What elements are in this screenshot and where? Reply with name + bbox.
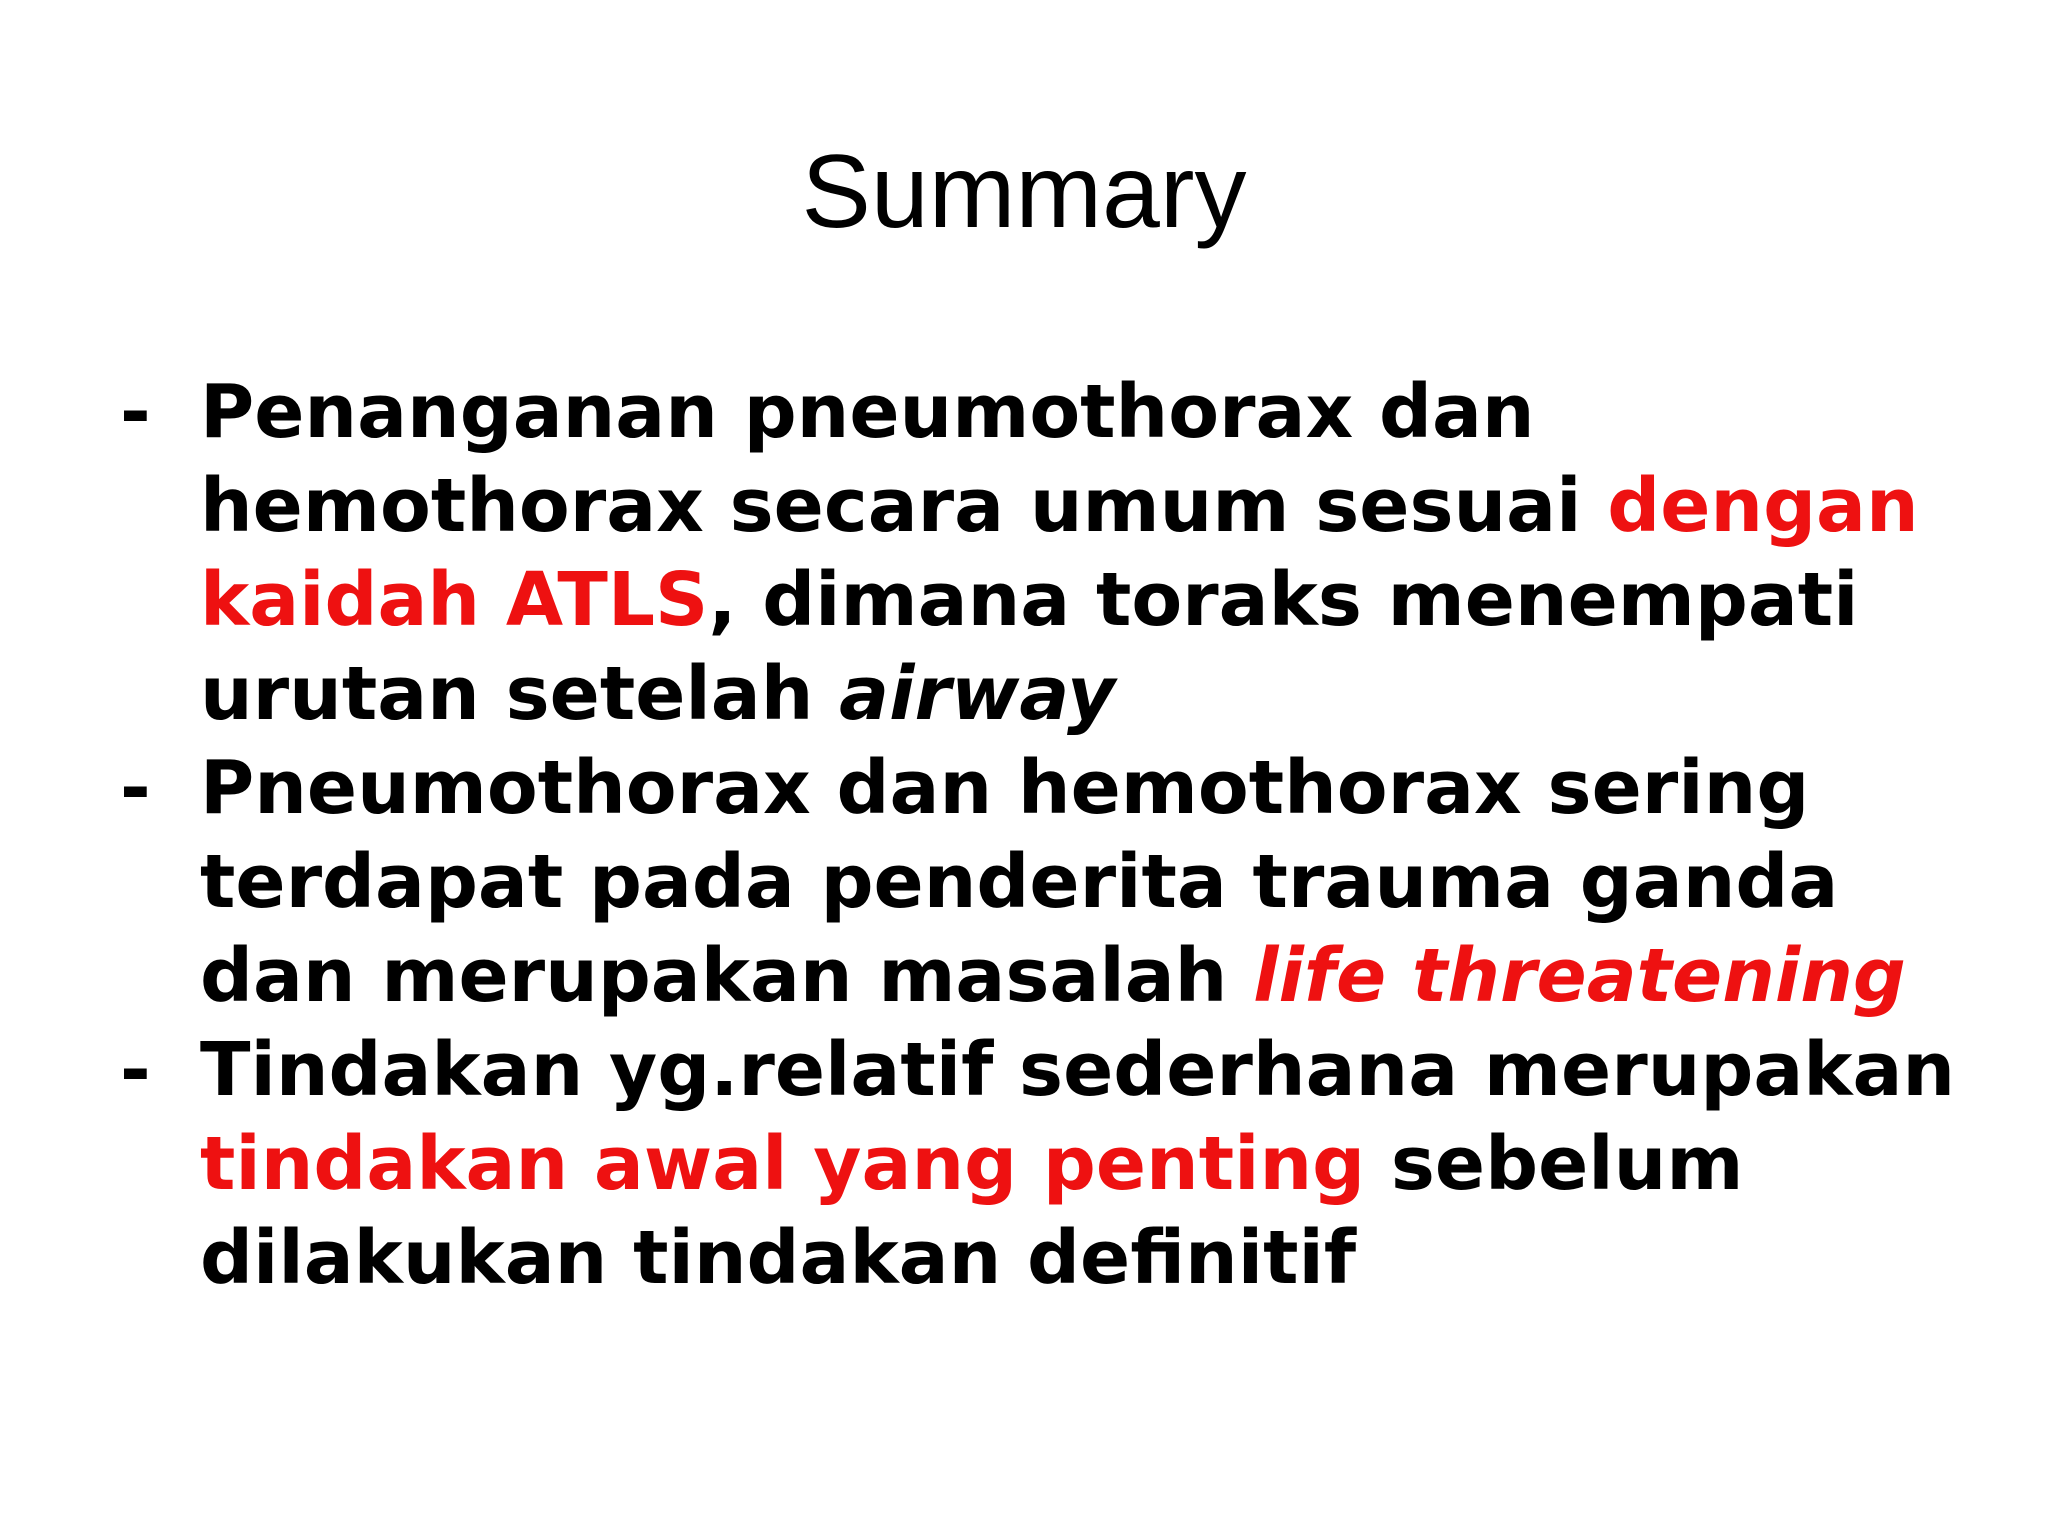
bullet-3-highlight: tindakan awal yang penting <box>200 1121 1366 1207</box>
slide-title: Summary <box>801 134 1247 250</box>
bullet-3-text-a: Tindakan yg.relatif sederhana merupakan <box>200 1027 1956 1113</box>
bullet-3-text-b: sebelum dilakukan tindakan definitif <box>200 1121 1744 1301</box>
bullet-marker: - <box>120 369 151 455</box>
bullet-marker: - <box>120 745 151 831</box>
bullet-marker: - <box>120 1027 151 1113</box>
bullet-item-3 <box>120 1023 2000 1305</box>
bullet-2-text-a: Pneumothorax dan hemothorax sering terdapat pada penderita trauma ganda dan merupakan masalah <box>200 745 1839 1019</box>
bullet-1-text-a: Penanganan pneumothorax dan hemothorax secara umum sesuai <box>200 369 1608 549</box>
bullet-1-italic: airway <box>839 651 1116 737</box>
bullet-2-highlight: life threatening <box>1253 933 1906 1019</box>
bullet-list <box>120 365 2000 1305</box>
bullet-item-1 <box>120 365 2000 741</box>
bullet-item-2 <box>120 741 2000 1023</box>
bullet-1-highlight: dengan kaidah ATLS <box>200 463 1919 643</box>
bullet-1-text-b: , dimana toraks menempati urutan setelah <box>200 557 1859 737</box>
